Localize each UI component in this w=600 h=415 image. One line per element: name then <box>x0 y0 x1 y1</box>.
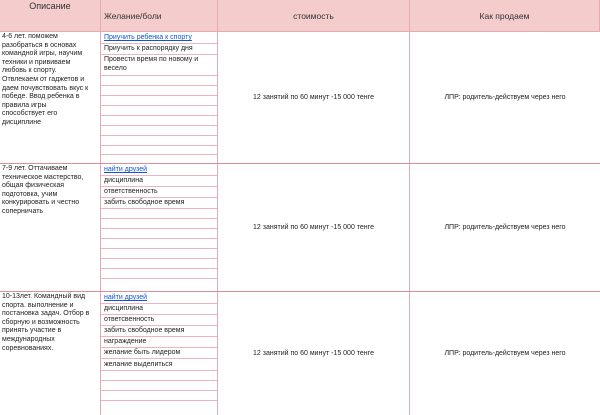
grid-line <box>101 358 217 359</box>
pain-item[interactable]: найти друзей <box>104 166 148 173</box>
grid-line <box>101 218 217 219</box>
grid-line <box>101 380 217 381</box>
grid-line <box>101 238 217 239</box>
pain-item[interactable]: Приучить к распорядку дня <box>104 45 193 52</box>
table-row <box>0 32 600 164</box>
grid-line <box>101 105 217 106</box>
cell-sales[interactable] <box>410 32 600 163</box>
pain-item[interactable]: дисциплина <box>104 305 143 312</box>
sales-value: ЛПР: родитель-действуем через него <box>444 350 566 357</box>
table-row <box>0 292 600 415</box>
grid-line <box>101 115 217 116</box>
cost-value: 12 занятий по 60 минут -15 000 тенге <box>253 94 374 101</box>
grid-line <box>101 208 217 209</box>
cost-value: 12 занятий по 60 минут -15 000 тенге <box>253 224 374 231</box>
grid-line <box>101 85 217 86</box>
header-pains-label: Желание/боли <box>104 10 162 21</box>
grid-line <box>101 400 217 401</box>
grid-line <box>101 154 217 155</box>
cell-pains[interactable] <box>101 32 218 163</box>
pain-item[interactable]: Приучить ребенка к спорту <box>104 34 192 41</box>
cell-description[interactable]: 7-9 лет. Оттачиваем техническое мастерство, общая физическая подготовка, учим конкурировать и честно соперничать <box>0 164 101 291</box>
grid-line <box>101 228 217 229</box>
grid-line <box>101 248 217 249</box>
cell-description[interactable]: 10-13лет. Командный вид спорта. выполнение и постановка задач. Отбор в сборную и возможность принять участие в международных соревнованиях. <box>0 292 101 415</box>
grid-line <box>101 75 217 76</box>
cell-pains[interactable] <box>101 292 218 415</box>
pain-item[interactable]: желание быть лидером <box>104 349 181 356</box>
pain-item[interactable]: дисциплина <box>104 177 143 184</box>
header-cost-label: стоимость <box>293 10 334 21</box>
header-sales[interactable] <box>410 0 600 32</box>
grid-line <box>101 268 217 269</box>
grid-line <box>101 135 217 136</box>
sales-value: ЛПР: родитель-действуем через него <box>444 224 566 231</box>
cell-sales[interactable] <box>410 292 600 415</box>
pain-item[interactable]: ответсвенность <box>104 316 155 323</box>
header-description-label: Описание <box>29 1 71 11</box>
pain-item[interactable]: награждение <box>104 338 147 345</box>
pain-item[interactable]: забить свободное время <box>104 199 185 206</box>
header-description[interactable] <box>0 0 101 32</box>
cell-sales[interactable] <box>410 164 600 291</box>
cell-pains[interactable] <box>101 164 218 291</box>
pain-item[interactable]: найти друзей <box>104 294 148 301</box>
cell-cost[interactable] <box>218 292 410 415</box>
table-row <box>0 164 600 292</box>
grid-line <box>101 95 217 96</box>
grid-line <box>101 390 217 391</box>
header-cost[interactable] <box>218 0 410 32</box>
cell-description[interactable]: 4-6 лет. поможем разобраться в основах командной игры, научим техники и прививаем любовь к спорту. Отвлекаем от гаджетов и даем почувствовать вкус к победе. Ввод ребенка в правила игры способствует его дисциплине <box>0 32 101 163</box>
pain-item[interactable]: ответственность <box>104 188 158 195</box>
grid-line <box>101 258 217 259</box>
header-sales-label: Как продаем <box>479 10 530 21</box>
pain-item[interactable]: Провести время по новому и весело <box>104 56 199 72</box>
grid-line <box>101 278 217 279</box>
grid-line <box>101 145 217 146</box>
cell-cost[interactable] <box>218 32 410 163</box>
grid-line <box>101 370 217 371</box>
pain-item[interactable]: забить свободное время <box>104 327 185 334</box>
cell-cost[interactable] <box>218 164 410 291</box>
sales-value: ЛПР: родитель-действуем через него <box>444 94 566 101</box>
header-pains[interactable] <box>101 0 218 32</box>
cost-value: 12 занятий по 60 минут -15 000 тенге <box>253 350 374 357</box>
grid-line <box>101 125 217 126</box>
pain-item[interactable]: желание выделиться <box>104 361 173 368</box>
